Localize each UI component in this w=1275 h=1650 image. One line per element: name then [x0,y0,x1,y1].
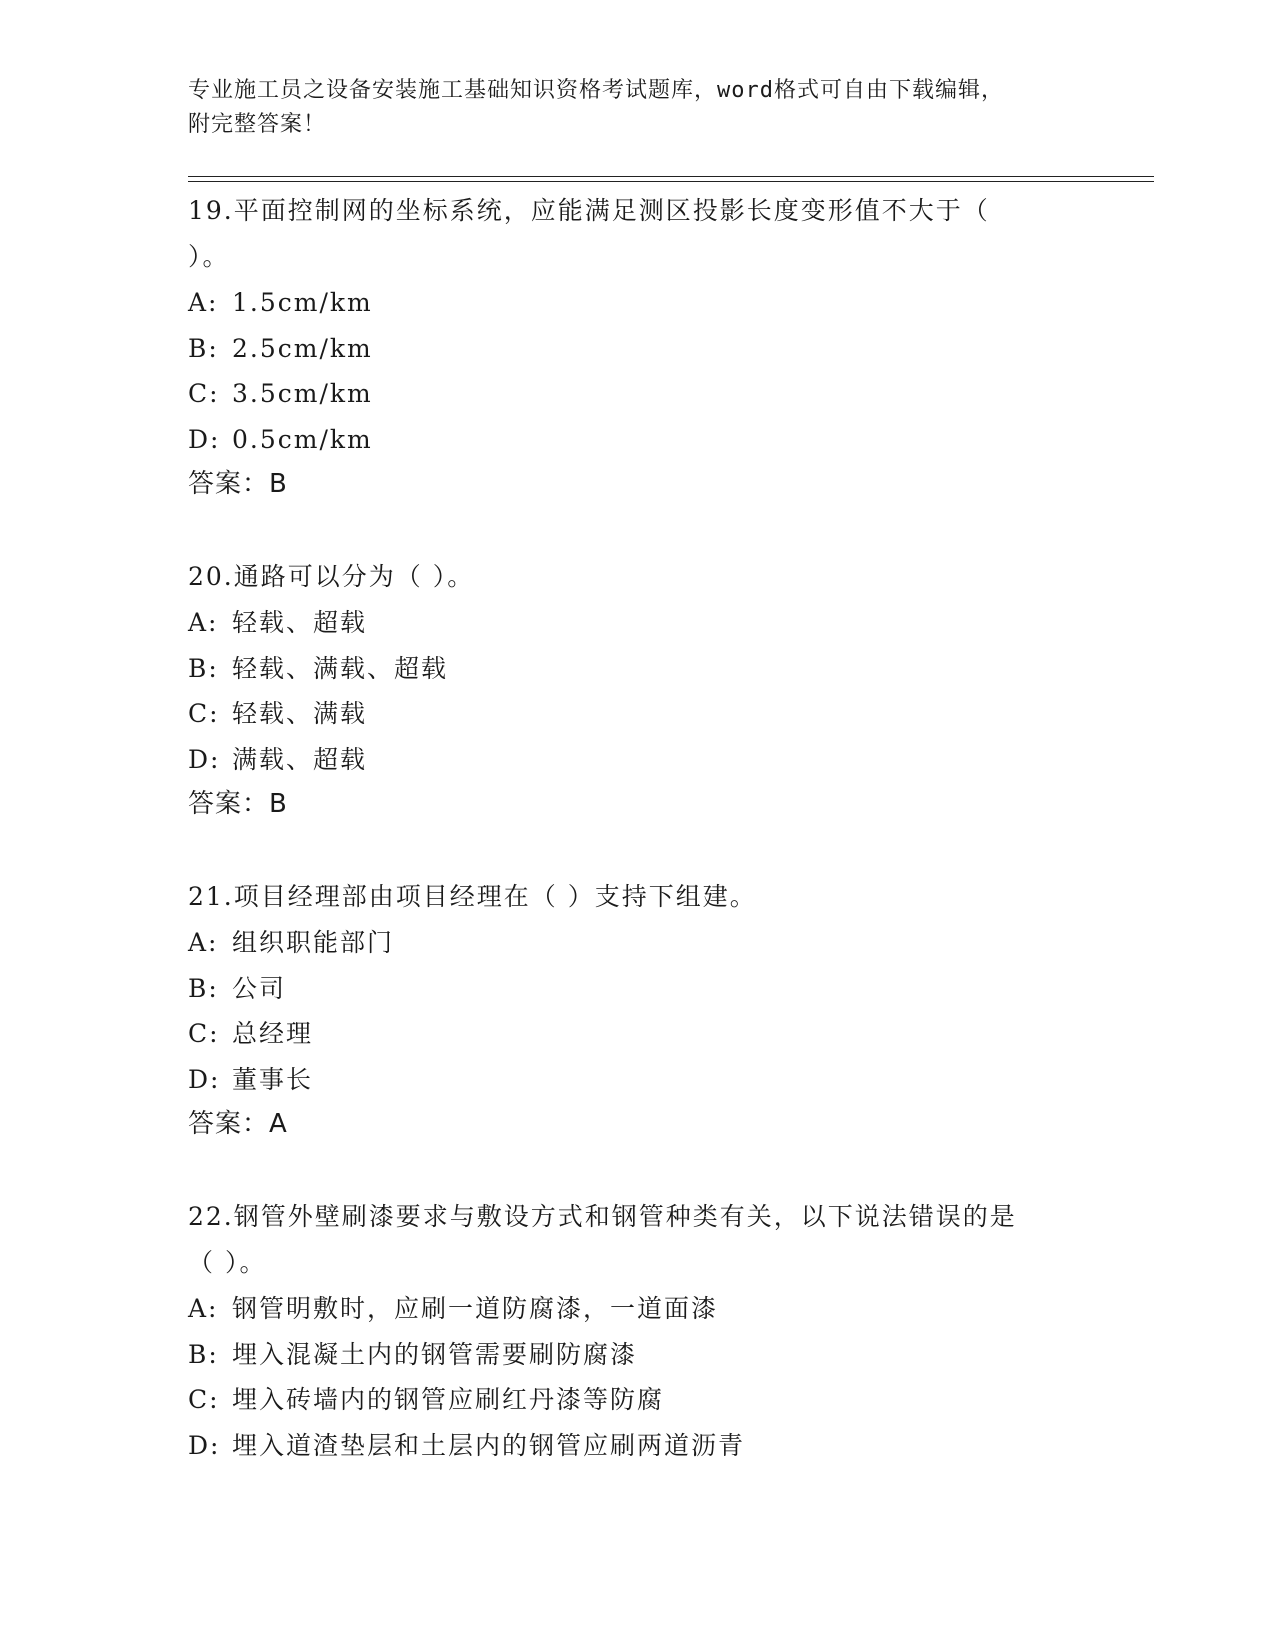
option-b [188,646,1088,692]
question-stem: 19.平面控制网的坐标系统，应能满足测区投影长度变形值不大于（ [188,196,990,225]
option-d [188,737,1088,783]
option-a [188,600,1088,646]
option-key: D: [188,1064,221,1094]
option-text: 满载、超载 [232,744,368,774]
option-b [188,326,1088,372]
option-text: 埋入混凝土内的钢管需要刷防腐漆 [232,1339,638,1369]
option-text: 埋入砖墙内的钢管应刷红丹漆等防腐 [232,1385,665,1414]
option-d [188,1057,1088,1103]
option-text: 钢管明敷时，应刷一道防腐漆，一道面漆 [232,1294,719,1323]
option-c [188,691,1088,737]
option-d [188,417,1088,463]
option-key: D: [188,424,221,454]
header-line-1: 专业施工员之设备安装施工基础知识资格考试题库，word格式可自由下载编辑， [188,78,1004,103]
question-22 [188,1194,1088,1468]
option-text: 公司 [232,973,287,1003]
option-text: 埋入道渣垫层和土层内的钢管应刷两道沥青 [232,1430,746,1460]
question-stem-continued: ）。 [188,242,230,271]
option-key: D: [188,744,221,774]
answer-line: 答案：B [188,789,288,819]
header-divider-bottom [188,181,1154,182]
question-stem-continued: （ ）。 [188,1248,267,1277]
question-19 [188,188,1088,506]
option-key: D: [188,1430,221,1460]
option-text: 2.5cm/km [232,333,373,363]
option-key: B: [188,1339,219,1369]
header-line-2: 附完整答案！ [188,112,327,137]
option-text: 3.5cm/km [232,379,373,408]
option-key: B: [188,653,219,683]
question-21 [188,874,1088,1146]
option-a [188,1286,1088,1332]
option-key: B: [188,973,219,1003]
question-20 [188,554,1088,826]
option-key: B: [188,333,219,363]
option-key: C: [188,379,220,408]
option-b [188,1332,1088,1378]
option-key: C: [188,1019,220,1048]
option-c [188,1011,1088,1057]
option-c [188,371,1088,417]
option-text: 总经理 [232,1019,314,1048]
option-b [188,966,1088,1012]
option-text: 组织职能部门 [232,928,395,957]
option-text: 轻载、满载、超载 [232,653,449,683]
option-a [188,920,1088,966]
option-c [188,1377,1088,1423]
option-key: A: [188,928,219,957]
option-text: 轻载、满载 [232,699,368,728]
option-text: 董事长 [232,1064,314,1094]
option-key: A: [188,1294,219,1323]
option-key: C: [188,1385,220,1414]
question-stem: 22.钢管外壁刷漆要求与敷设方式和钢管种类有关，以下说法错误的是 [188,1202,1017,1231]
answer-line: 答案：B [188,469,288,499]
document-header [188,74,1088,142]
option-text: 1.5cm/km [232,288,373,317]
option-text: 轻载、超载 [232,608,368,637]
question-stem: 21.项目经理部由项目经理在（ ）支持下组建。 [188,882,757,911]
option-key: C: [188,699,220,728]
question-list [188,188,1088,1516]
option-key: A: [188,608,219,637]
option-a [188,280,1088,326]
option-d [188,1423,1088,1469]
answer-line: 答案：A [188,1109,288,1139]
option-text: 0.5cm/km [232,424,373,454]
question-stem: 20.通路可以分为（ ）。 [188,562,475,591]
header-divider-top [188,176,1154,177]
option-key: A: [188,288,219,317]
